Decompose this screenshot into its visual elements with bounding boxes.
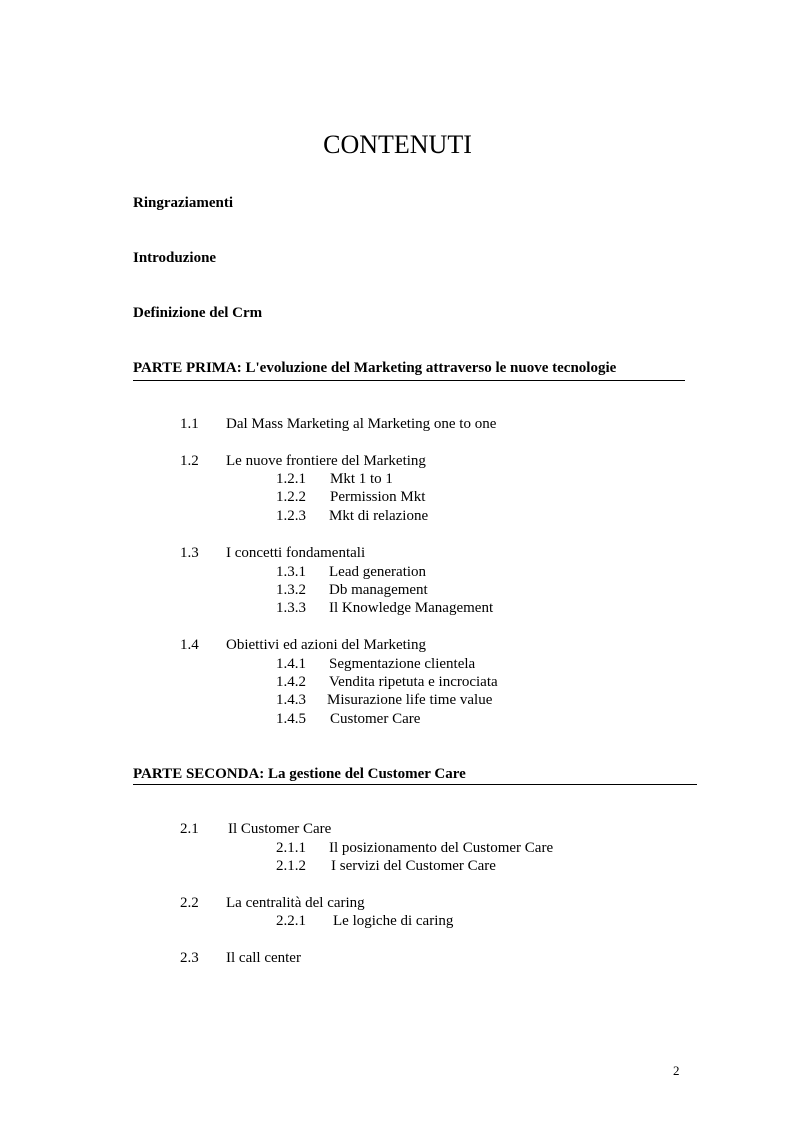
section-title: Customer Care: [330, 711, 421, 727]
chapter-title: La centralità del caring: [226, 895, 365, 911]
part-heading-seconda: PARTE SECONDA: La gestione del Customer Care: [133, 766, 466, 782]
chapter-number: 1.2: [180, 453, 199, 469]
chapter-number: 2.1: [180, 821, 199, 837]
section-number: 1.3.1: [276, 564, 306, 580]
toc-front-introduzione: Introduzione: [133, 250, 217, 266]
chapter-number: 1.4: [180, 637, 199, 653]
section-title: Lead generation: [329, 564, 427, 580]
chapter-title: Il Customer Care: [228, 821, 332, 837]
part-heading-prima: PARTE PRIMA: L'evoluzione del Marketing attraverso le nuove tecnologie: [133, 360, 617, 376]
section-number: 1.4.1: [276, 656, 306, 672]
chapter-title: Dal Mass Marketing al Marketing one to one: [226, 416, 497, 432]
section-title: Db management: [329, 582, 428, 598]
section-number: 2.1.1: [276, 840, 306, 856]
chapter-title: I concetti fondamentali: [226, 545, 366, 561]
section-title: Segmentazione clientela: [329, 656, 476, 672]
section-number: 2.2.1: [276, 913, 306, 929]
section-number: 1.4.5: [276, 711, 306, 727]
section-title: Misurazione life time value: [327, 692, 493, 708]
chapter-number: 2.2: [180, 895, 199, 911]
section-title: I servizi del Customer Care: [331, 858, 496, 874]
section-number: 1.2.3: [276, 508, 306, 524]
section-title: Il posizionamento del Customer Care: [329, 840, 554, 856]
section-title: Permission Mkt: [330, 489, 426, 505]
section-number: 1.4.2: [276, 674, 306, 690]
chapter-number: 1.1: [180, 416, 199, 432]
section-title: Mkt 1 to 1: [330, 471, 393, 487]
part-underline: [133, 380, 685, 381]
page-number: 2: [673, 1063, 680, 1078]
section-title: Vendita ripetuta e incrociata: [329, 674, 498, 690]
chapter-number: 2.3: [180, 950, 199, 966]
section-number: 1.2.1: [276, 471, 306, 487]
chapter-number: 1.3: [180, 545, 199, 561]
chapter-title: Il call center: [226, 950, 301, 966]
section-title: Mkt di relazione: [329, 508, 429, 524]
section-number: 1.3.2: [276, 582, 306, 598]
toc-front-definizione: Definizione del Crm: [133, 305, 263, 321]
chapter-title: Le nuove frontiere del Marketing: [226, 453, 426, 469]
chapter-title: Obiettivi ed azioni del Marketing: [226, 637, 426, 653]
section-title: Il Knowledge Management: [329, 600, 494, 616]
section-number: 2.1.2: [276, 858, 306, 874]
section-number: 1.3.3: [276, 600, 306, 616]
section-number: 1.2.2: [276, 489, 306, 505]
section-number: 1.4.3: [276, 692, 306, 708]
page-title: CONTENUTI: [323, 130, 472, 159]
toc-front-ringraziamenti: Ringraziamenti: [133, 195, 233, 211]
part-underline: [133, 784, 697, 785]
section-title: Le logiche di caring: [333, 913, 454, 929]
